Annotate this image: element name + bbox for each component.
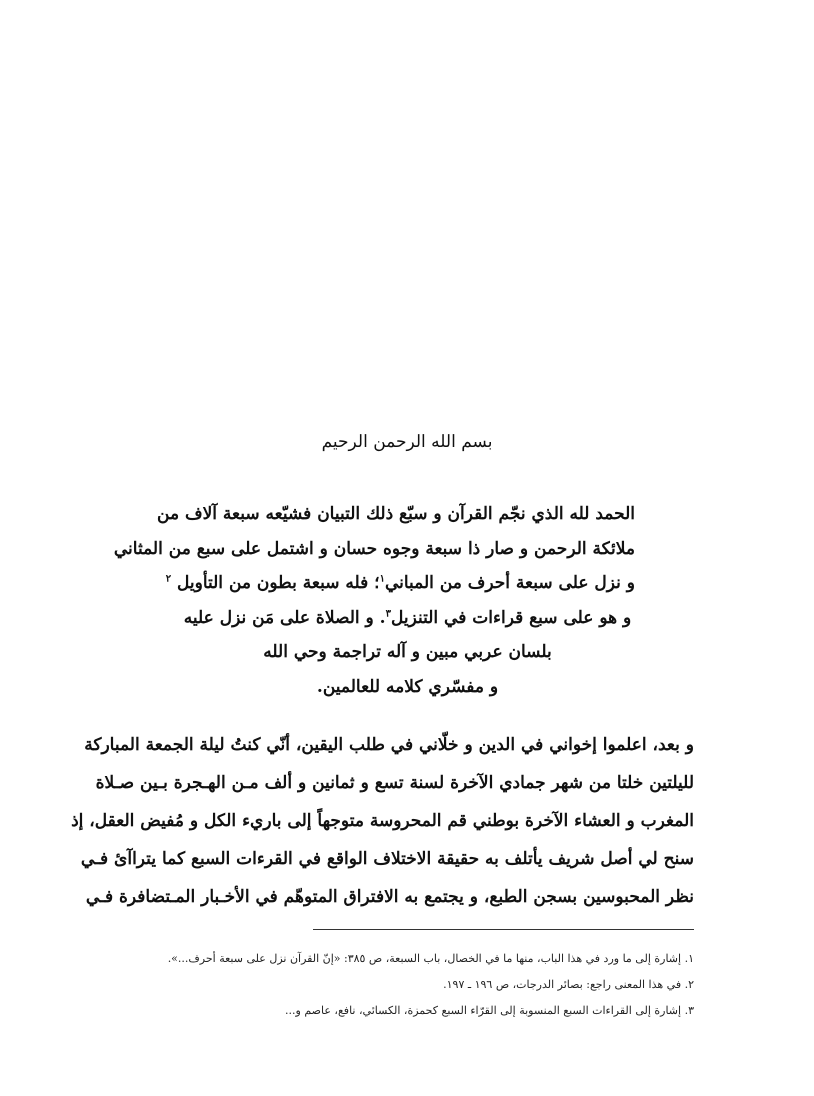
footnotes-section bbox=[120, 946, 694, 1024]
body-line: نظر المحبوسين بسجن الطبع، و يجتمع به الافتراق المتوهّم في الأخـبار المـتضافرة فـي bbox=[85, 887, 694, 907]
invocation-paragraph bbox=[113, 497, 635, 704]
body-line: لليلتين خلتا من شهر جمادي الآخرة لسنة تسع و ثمانين و ألف مـن الهـجرة بـين صـلاة bbox=[95, 773, 694, 793]
invocation-line: و مفسّري كلامه للعالمين. bbox=[316, 676, 499, 697]
body-paragraph bbox=[71, 726, 694, 916]
body-line: المغرب و العشاء الآخرة بوطني قم المحروسة متوجهاً إلى باريء الكل و مُفيض العقل، إذ bbox=[71, 811, 694, 831]
invocation-line: ملائكة الرحمن و صار ذا سبعة وجوه حسان و اشتمل على سبع من المثاني bbox=[113, 538, 635, 559]
body-line: و بعد، اعلموا إخواني في الدين و خلّاني في طلب اليقين، أنّي كنتُ ليلة الجمعة المباركة bbox=[84, 735, 694, 755]
footnote-marker[interactable]: ٢ bbox=[165, 573, 172, 585]
footnote-divider bbox=[313, 929, 694, 930]
footnote-2: ٢. في هذا المعنى راجع: بصائر الدرجات، ص ١٩٦ ـ ١٩٧. bbox=[443, 978, 694, 991]
footnote-3: ٣. إشارة إلى القراءات السبع المنسوبة إلى القرّاء السبع كحمزة، الكسائي، نافع، عاصم و... bbox=[285, 1004, 694, 1017]
footnote-marker[interactable]: ١ bbox=[379, 573, 385, 585]
body-line: سنح لي أصل شريف يأتلف به حقيقة الاختلاف الواقع في القرءات السبع كما يتراآئ فـي bbox=[80, 849, 694, 869]
invocation-line: و هو على سبع قراءات في التنزيل$^٣$. و الصلاة على مَن نزل عليه bbox=[183, 607, 632, 628]
invocation-line: الحمد لله الذي نجّم القرآن و سبّع ذلك التبيان فشيّعه سبعة آلاف من bbox=[157, 504, 635, 524]
footnote-1: ١. إشارة إلى ما ورد في هذا الباب، منها ما في الخصال، باب السبعة، ص ٣٨٥: «إنّ القرآن نزل على سبعة أحرف...». bbox=[167, 952, 694, 965]
invocation-line: و نزل على سبعة أحرف من المباني$^١$؛ فله سبعة بطون من التأويل $^٢$ bbox=[165, 573, 635, 593]
footnote-marker[interactable]: ٣ bbox=[385, 607, 391, 619]
basmala-heading: بسم الله الرحمن الرحيم bbox=[321, 432, 493, 452]
invocation-line: بلسان عربي مبين و آله تراجمة وحي الله bbox=[263, 642, 552, 662]
